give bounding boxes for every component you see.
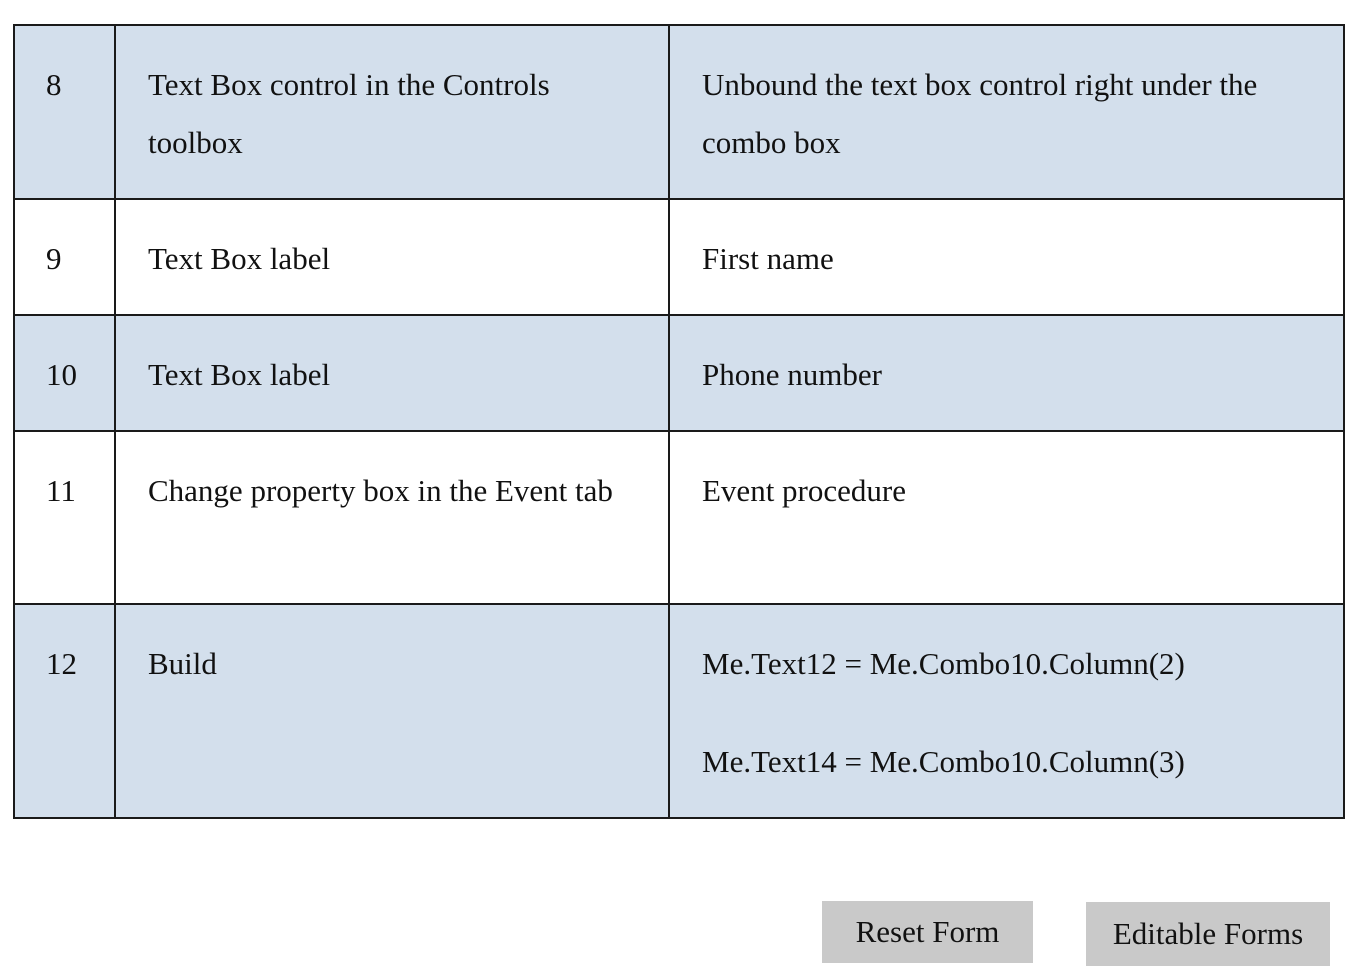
- item-text: Text Box label: [148, 357, 331, 392]
- value-cell: [669, 25, 1344, 199]
- item-text: Text Box control in the Controls toolbox: [148, 67, 550, 160]
- step-number: 9: [46, 241, 62, 276]
- reset-form-button[interactable]: Reset Form: [822, 901, 1033, 963]
- editable-forms-button[interactable]: Editable Forms: [1086, 902, 1330, 966]
- step-number: 8: [46, 67, 62, 102]
- value-cell: [669, 431, 1344, 604]
- item-text: Text Box label: [148, 241, 331, 276]
- table-row: [14, 25, 1344, 199]
- item-text: Change property box in the Event tab: [148, 473, 613, 508]
- step-number: 11: [46, 473, 76, 508]
- value-text: Unbound the text box control right under the combo box: [702, 67, 1258, 160]
- table-row: [14, 199, 1344, 315]
- step-number-cell: [14, 25, 115, 199]
- step-number-cell: [14, 604, 115, 818]
- item-cell: [115, 431, 669, 604]
- table-row: [14, 315, 1344, 431]
- code-line: Me.Text12 = Me.Combo10.Column(2): [702, 646, 1185, 681]
- item-cell: [115, 199, 669, 315]
- value-cell: [669, 199, 1344, 315]
- value-text: Phone number: [702, 357, 882, 392]
- table-row: [14, 604, 1344, 818]
- value-cell: [669, 604, 1344, 818]
- value-cell: [669, 315, 1344, 431]
- value-text: Event procedure: [702, 473, 906, 508]
- step-number: 12: [46, 646, 77, 681]
- item-cell: [115, 315, 669, 431]
- code-line: Me.Text14 = Me.Combo10.Column(3): [702, 744, 1185, 779]
- item-text: Build: [148, 646, 217, 681]
- value-text: First name: [702, 241, 834, 276]
- table-row: [14, 431, 1344, 604]
- step-number-cell: [14, 199, 115, 315]
- item-cell: [115, 604, 669, 818]
- step-number: 10: [46, 357, 77, 392]
- instructions-table: [13, 24, 1345, 819]
- step-number-cell: [14, 315, 115, 431]
- item-cell: [115, 25, 669, 199]
- code-block: [670, 605, 1343, 817]
- step-number-cell: [14, 431, 115, 604]
